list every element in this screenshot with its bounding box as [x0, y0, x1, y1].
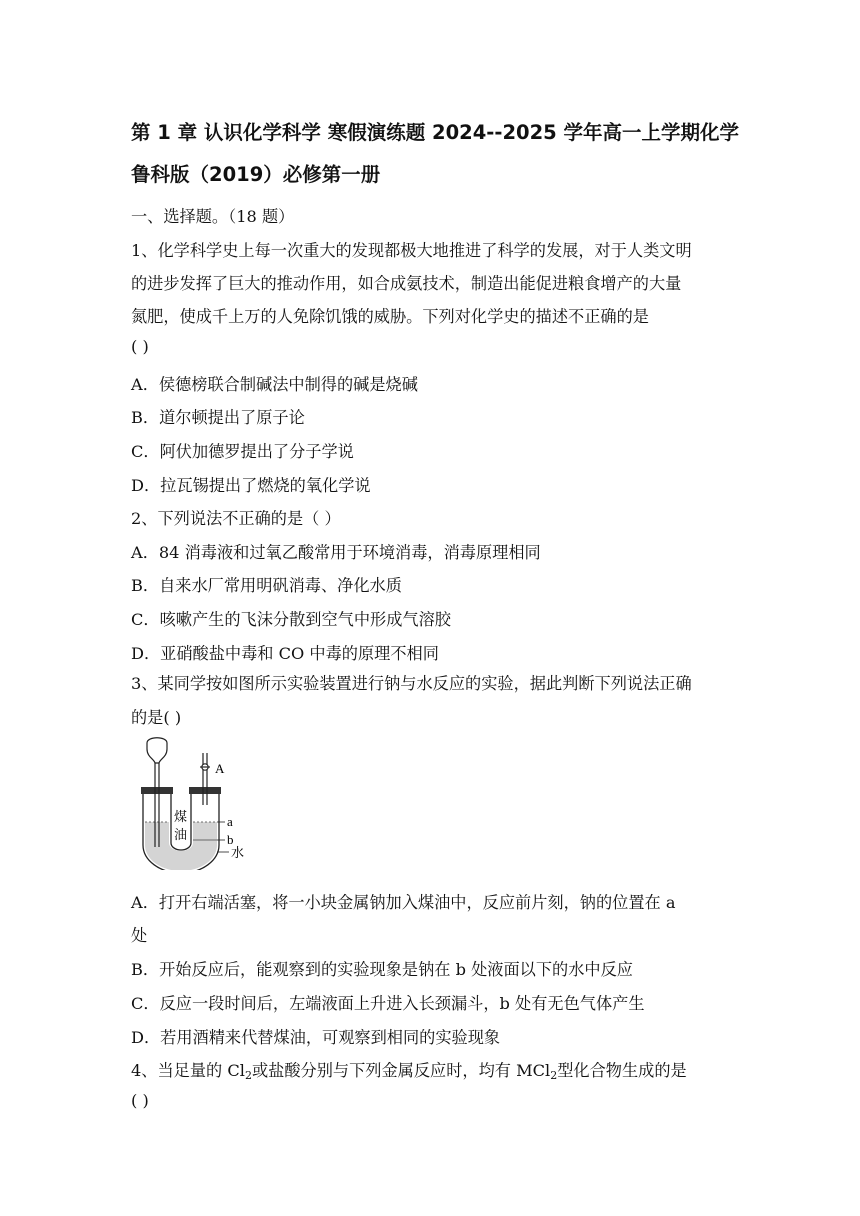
figure-label-water: 水	[231, 845, 245, 860]
q4-subscript-2: 2	[550, 1069, 558, 1082]
q4-stem-part-3: 型化合物生成的是	[557, 1061, 687, 1080]
q2-option-c: C．咳嗽产生的飞沫分散到空气中形成气溶胶	[131, 610, 451, 629]
q1-answer-paren: ( )	[131, 337, 149, 356]
figure-label-b-level: b	[227, 832, 234, 847]
q2-option-b: B．自来水厂常用明矾消毒、净化水质	[131, 576, 402, 595]
q1-stem-line-1: 1、化学科学史上每一次重大的发现都极大地推进了科学的发展，对于人类文明	[131, 241, 692, 260]
document-title-line-1: 第 1 章 认识化学科学 寒假演练题 2024--2025 学年高一上学期化学	[131, 121, 740, 144]
q4-answer-paren: ( )	[131, 1091, 149, 1110]
left-stopper	[141, 787, 173, 794]
q4-stem-part-1: 4、当足量的 Cl	[131, 1061, 245, 1080]
q4-stem	[131, 1057, 687, 1081]
q1-option-d: D．拉瓦锡提出了燃烧的氧化学说	[131, 476, 371, 495]
right-stopcock	[200, 753, 210, 805]
document-title-line-2: 鲁科版（2019）必修第一册	[131, 163, 381, 186]
u-tube-apparatus-figure	[131, 735, 261, 870]
q2-option-a: A．84 消毒液和过氧乙酸常用于环境消毒，消毒原理相同	[131, 543, 541, 562]
q3-option-a-line-2: 处	[131, 926, 148, 945]
figure-label-kerosene-2: 油	[174, 827, 188, 842]
figure-label-kerosene-1: 煤	[174, 809, 188, 824]
q2-stem: 2、下列说法不正确的是（ ）	[131, 509, 341, 528]
q1-option-b: B．道尔顿提出了原子论	[131, 408, 305, 427]
q1-option-a: A．侯德榜联合制碱法中制得的碱是烧碱	[131, 375, 418, 394]
q1-option-c: C．阿伏加德罗提出了分子学说	[131, 442, 354, 461]
q3-option-a-line-1: A．打开右端活塞，将一小块金属钠加入煤油中，反应前片刻，钠的位置在 a	[131, 893, 676, 912]
q4-stem-part-2: 或盐酸分别与下列金属反应时，均有 MCl	[251, 1061, 551, 1080]
q2-option-d: D．亚硝酸盐中毒和 CO 中毒的原理不相同	[131, 644, 439, 663]
right-stopper	[189, 787, 221, 794]
q3-option-d: D．若用酒精来代替煤油，可观察到相同的实验现象	[131, 1028, 501, 1047]
q1-stem-line-2: 的进步发挥了巨大的推动作用，如合成氨技术，制造出能促进粮食增产的大量	[131, 274, 682, 293]
figure-label-a-stopcock: A	[215, 761, 225, 776]
q3-option-c: C．反应一段时间后，左端液面上升进入长颈漏斗，b 处有无色气体产生	[131, 994, 645, 1013]
q4-subscript-1: 2	[244, 1069, 252, 1082]
q1-stem-line-3: 氮肥，使成千上万的人免除饥饿的威胁。下列对化学史的描述不正确的是	[131, 307, 649, 326]
figure-label-a-level: a	[227, 814, 233, 829]
q3-stem-line-2: 的是( )	[131, 708, 182, 727]
q3-stem-line-1: 3、某同学按如图所示实验装置进行钠与水反应的实验，据此判断下列说法正确	[131, 674, 692, 693]
q3-option-b: B．开始反应后，能观察到的实验现象是钠在 b 处液面以下的水中反应	[131, 960, 633, 979]
section-heading: 一、选择题。（18 题）	[131, 207, 295, 226]
